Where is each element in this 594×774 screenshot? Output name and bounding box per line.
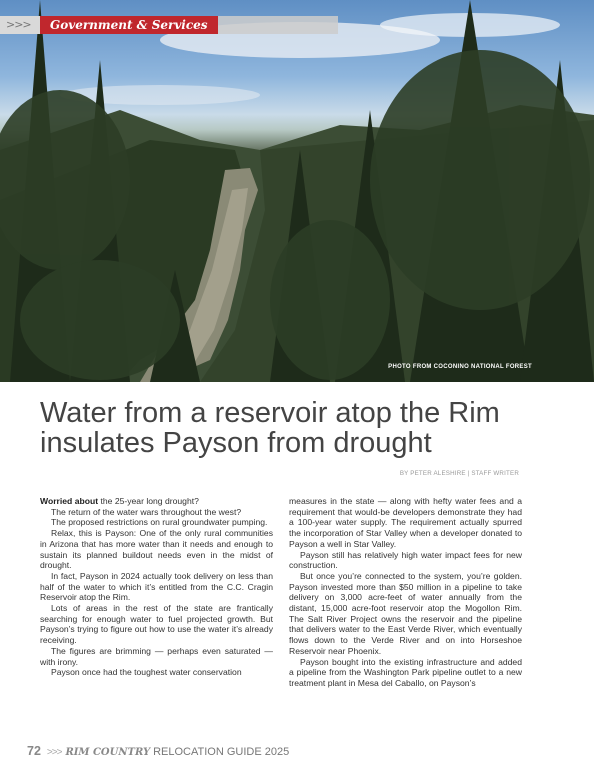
section-banner — [0, 16, 338, 34]
banner-band — [218, 16, 338, 34]
paragraph: The proposed restrictions on rural groundwater pumping. — [51, 517, 268, 528]
page-footer — [27, 744, 289, 758]
forest-lake-illustration — [0, 0, 594, 382]
publication-title: RELOCATION GUIDE 2025 — [153, 746, 290, 758]
paragraph: But once you’re connected to the system, you’re golden. Payson invested more than $50 million in a pipeline to take delivery on 3,000 acre-feet of water annually from the distant, 15,000 acre-foot reservoir atop the Mogollon Rim. The Salt River Project owns the reservoir and the pipeline that delivers water to the East Verde River, which eventually flows down to the Verde River and on into Horseshoe Reservoir near Phoenix. — [289, 570, 522, 656]
section-label: Government & Services — [40, 16, 218, 34]
paragraph: Payson once had the toughest water conservation — [51, 667, 242, 678]
paragraph: Relax, this is Payson: One of the only rural communities in Arizona that has more water than it needs and enough to sustain its planned buildout needs even in the midst of drought. — [40, 528, 273, 571]
article-column-2 — [289, 496, 522, 689]
byline: BY PETER ALESHIRE | STAFF WRITER — [399, 470, 519, 477]
article-column-1 — [40, 496, 273, 678]
hero-photo — [0, 0, 594, 382]
footer-chevrons: >>> — [46, 747, 62, 758]
paragraph: In fact, Payson in 2024 actually took delivery on less than half of the water to which it’s entitled from the C.C. Cragin Reservoir atop the Rim. — [40, 570, 273, 603]
paragraph: Worried about the 25-year long drought? — [40, 496, 199, 506]
page-number: 72 — [27, 744, 41, 758]
article-title: Water from a reservoir atop the Rim insulates Payson from drought — [40, 397, 500, 459]
paragraph: Payson bought into the existing infrastructure and added a pipeline from the Washington Park pipeline outlet to a new treatment plant in Mesa del Caballo, on Payson’s — [289, 656, 522, 688]
paragraph: measures in the state — along with hefty water fees and a requirement that would-be developers demonstrate they had a 100-year water supply. The requirement actually spurred the incorporation of Star Valley when a developer donated to Payson a well in Star Valley. — [289, 496, 522, 549]
section-chevrons: >>> — [0, 16, 40, 34]
paragraph: Lots of areas in the rest of the state are frantically searching for enough water to fuel projected growth. But Payson’s trying to figure out how to use the water it’s already receiving. — [40, 603, 273, 646]
paragraph: The return of the water wars throughout the west? — [51, 506, 242, 517]
paragraph: Payson still has relatively high water impact fees for new construction. — [289, 549, 522, 571]
photo-credit: PHOTO FROM COCONINO NATIONAL FOREST — [388, 364, 532, 370]
lead-in: Worried about — [40, 496, 99, 506]
paragraph: The figures are brimming — perhaps even saturated — with irony. — [40, 645, 273, 667]
publication-brand: RIM COUNTRY — [65, 747, 151, 758]
